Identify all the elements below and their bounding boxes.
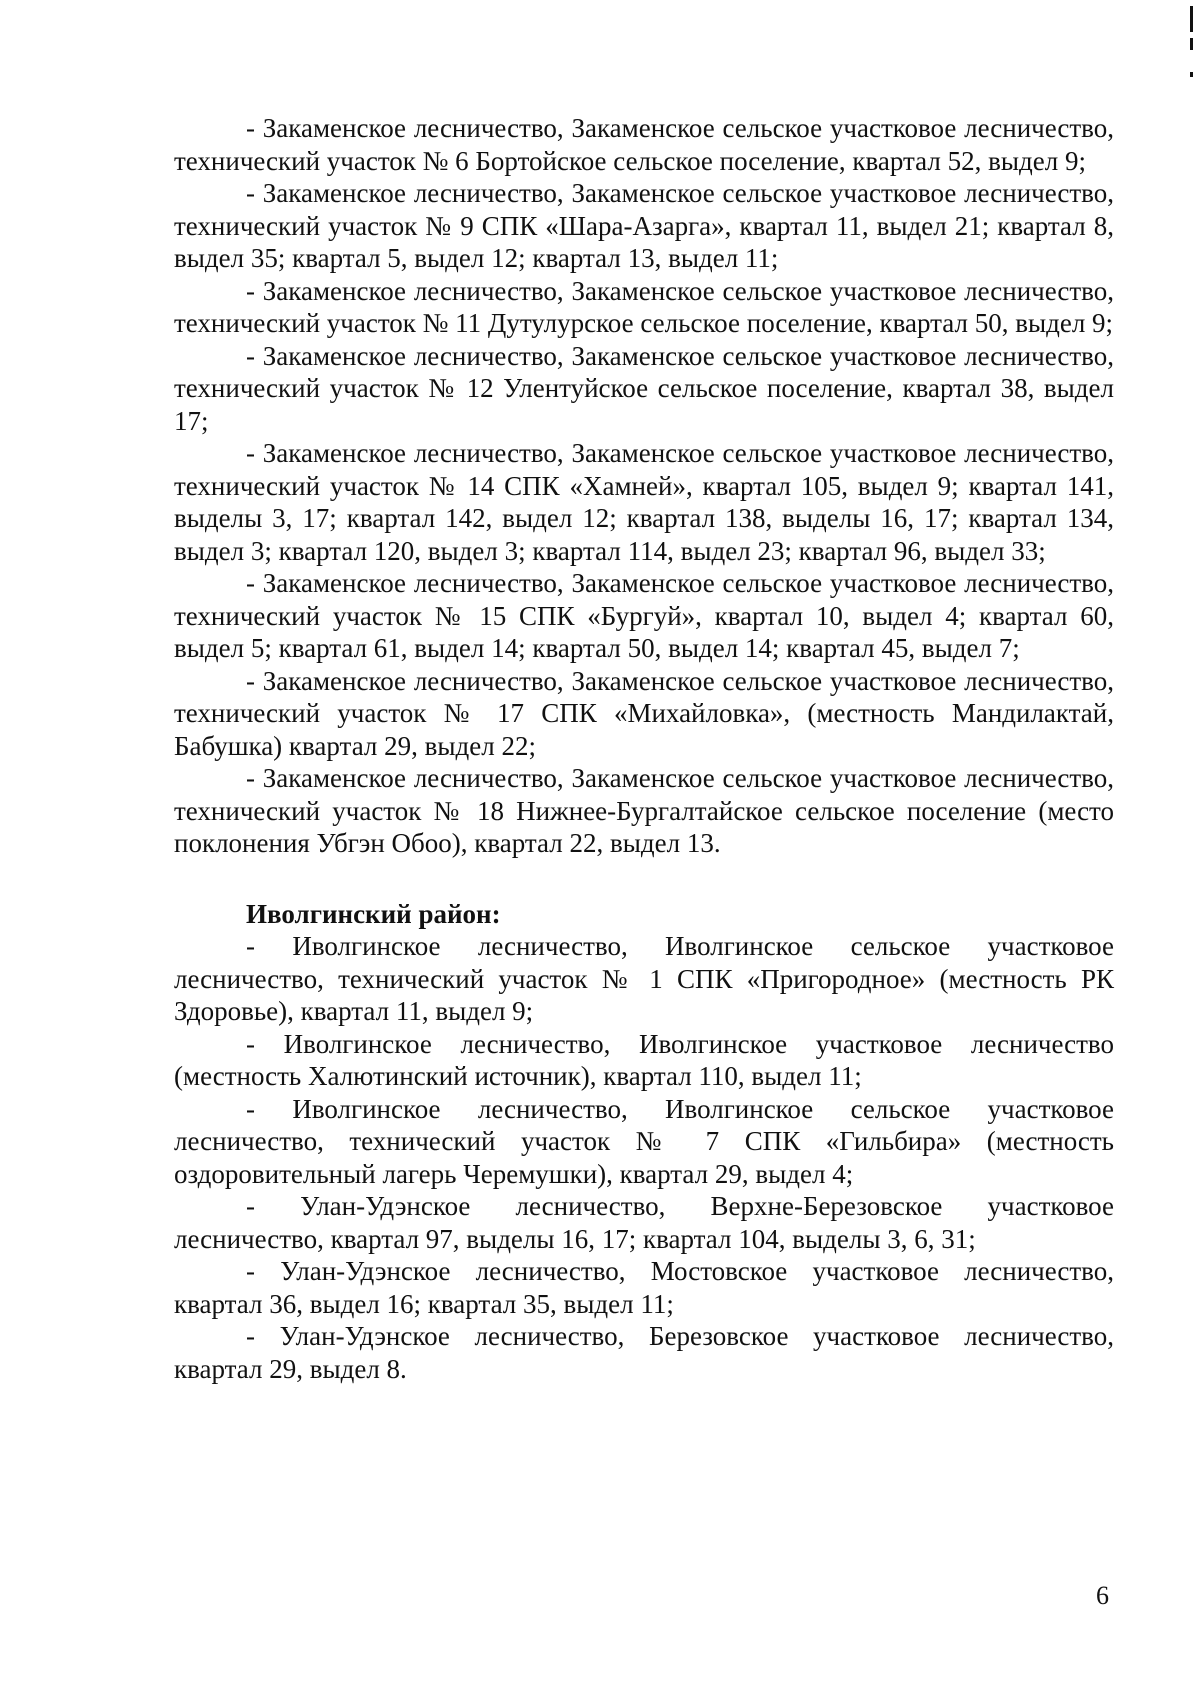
ivolginsky-entry-3: - Иволгинское лесничество, Иволгинское сельское участковое лесничество, технический участок № 7 СПК «Гильбира» (местность оздоровительный лагерь Черемушки), квартал 29, выдел 4; <box>174 1093 1114 1189</box>
zakamensky-entry-5: - Закаменское лесничество, Закаменское сельское участковое лесничество, технический участок № 14 СПК «Хамней», квартал 105, выдел 9; квартал 141, выделы 3, 17; квартал 142, выдел 12; квартал 138, выделы 16, 17; квартал 134, выдел 3; квартал 120, выдел 3; квартал 114, выдел 23; квартал 96, выдел 33; <box>174 438 1114 566</box>
section-spacer <box>174 860 1114 898</box>
zakamensky-entry-2: - Закаменское лесничество, Закаменское сельское участковое лесничество, технический участок № 9 СПК «Шара-Азарга», квартал 11, выдел 21; квартал 8, выдел 35; квартал 5, выдел 12; квартал 13, выдел 11; <box>174 178 1114 273</box>
zakamensky-entry-4: - Закаменское лесничество, Закаменское сельское участковое лесничество, технический участок № 12 Улентуйское сельское поселение, квартал 38, выдел 17; <box>174 340 1114 436</box>
ivolginsky-entry-6: - Улан-Удэнское лесничество, Березовское участковое лесничество, квартал 29, выдел 8. <box>174 1321 1114 1384</box>
ivolginsky-entry-4: - Улан-Удэнское лесничество, Верхне-Березовское участковое лесничество, квартал 97, выделы 16, 17; квартал 104, выделы 3, 6, 31; <box>174 1191 1114 1254</box>
document-body <box>174 112 1114 1385</box>
scan-edge-mark <box>1186 6 1200 82</box>
ivolginsky-entry-2: - Иволгинское лесничество, Иволгинское участковое лесничество (местность Халютинский источник), квартал 110, выдел 11; <box>174 1028 1114 1091</box>
zakamensky-entry-1: - Закаменское лесничество, Закаменское сельское участковое лесничество, технический участок № 6 Бортойское сельское поселение, квартал 52, выдел 9; <box>174 113 1114 176</box>
zakamensky-entry-6: - Закаменское лесничество, Закаменское сельское участковое лесничество, технический участок № 15 СПК «Бургуй», квартал 10, выдел 4; квартал 60, выдел 5; квартал 61, выдел 14; квартал 50, выдел 14; квартал 45, выдел 7; <box>174 568 1114 663</box>
ivolginsky-district-heading: Иволгинский район: <box>246 898 501 929</box>
ivolginsky-entry-5: - Улан-Удэнское лесничество, Мостовское участковое лесничество, квартал 36, выдел 16; квартал 35, выдел 11; <box>174 1256 1114 1319</box>
zakamensky-entry-8: - Закаменское лесничество, Закаменское сельское участковое лесничество, технический участок № 18 Нижнее-Бургалтайское сельское поселение (место поклонения Убгэн Обоо), квартал 22, выдел 13. <box>174 763 1114 858</box>
ivolginsky-entry-1: - Иволгинское лесничество, Иволгинское сельское участковое лесничество, технический участок № 1 СПК «Пригородное» (местность РК Здоровье), квартал 11, выдел 9; <box>174 931 1114 1026</box>
page-number: 6 <box>1096 1581 1109 1610</box>
zakamensky-entry-3: - Закаменское лесничество, Закаменское сельское участковое лесничество, технический участок № 11 Дутулурское сельское поселение, квартал 50, выдел 9; <box>174 275 1114 338</box>
zakamensky-entry-7: - Закаменское лесничество, Закаменское сельское участковое лесничество, технический участок № 17 СПК «Михайловка», (местность Мандилактай, Бабушка) квартал 29, выдел 22; <box>174 665 1114 761</box>
